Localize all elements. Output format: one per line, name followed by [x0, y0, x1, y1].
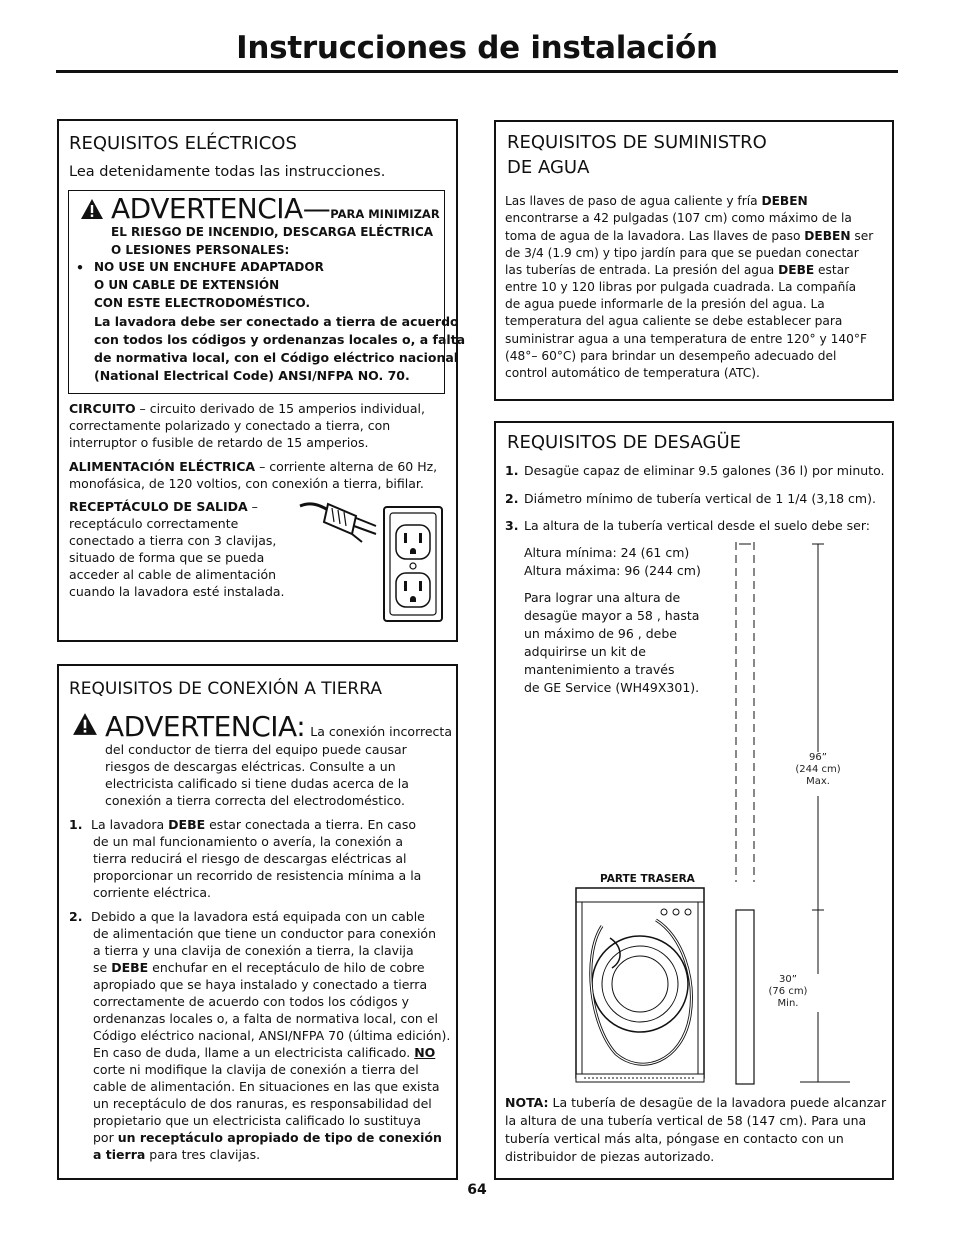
washer-rear-icon — [572, 886, 708, 1084]
item-text: correctamente de acuerdo con todos los códigos y — [93, 994, 410, 1009]
water-text: toma de agua de la lavadora. Las llaves de paso — [505, 229, 805, 243]
water-text: entre 10 y 120 libras por pulgada cuadrada. La compañía — [505, 280, 857, 294]
warning-word: ADVERTENCIA— — [111, 192, 331, 225]
water-text: suministrar agua a una temperatura de entre 120° y 140°F — [505, 332, 867, 346]
bullet-line: CON ESTE ELECTRODOMÉSTICO. — [94, 296, 310, 310]
min-dimension: Min. — [777, 998, 799, 1009]
max-height: Altura máxima: 96 (244 cm) — [524, 563, 701, 578]
note-text: la altura de una tubería vertical de 58 (147 cm). Para una — [505, 1113, 867, 1128]
drain-item: Diámetro mínimo de tubería vertical de 1 1/4 (3,18 cm). — [524, 491, 876, 506]
bullet-line: NO USE UN ENCHUFE ADAPTADOR — [94, 260, 324, 274]
bullet-dot: • — [76, 260, 84, 275]
max-dimension: (244 cm) — [795, 764, 841, 775]
water-text: las tuberías de entrada. La presión del agua — [505, 263, 779, 277]
water-text: de 3/4 (1.9 cm) y tipo jardín para que se puedan conectar — [505, 246, 859, 260]
warning-text: del conductor de tierra del equipo puede causar — [105, 742, 407, 757]
note-label: NOTA: — [505, 1095, 549, 1110]
warning-text: conexión a tierra correcta del electrodoméstico. — [105, 793, 405, 808]
item-text: La lavadora — [91, 817, 169, 832]
item-text: de alimentación que tiene un conductor para conexión — [93, 926, 436, 941]
grounding-text: con todos los códigos y ordenanzas locales o, a falta — [94, 332, 466, 347]
item-text: a tierra y una clavija de conexión a tierra, la clavija — [93, 943, 414, 958]
item-text: En caso de duda, llame a un electricista calificado. — [93, 1045, 415, 1060]
outlet-text: receptáculo correctamente — [69, 516, 239, 531]
water-text: DEBEN — [761, 194, 808, 208]
kit-text: mantenimiento a través — [524, 662, 675, 677]
note-text: tubería vertical más alta, póngase en contacto con un — [505, 1131, 844, 1146]
warning-text: electricista calificado si tiene dudas acerca de la — [105, 776, 409, 791]
kit-text: adquirirse un kit de — [524, 644, 646, 659]
power-text: monofásica, de 120 voltios, con conexión a tierra, bifilar. — [69, 476, 424, 491]
warning-lead: PARA MINIMIZAR — [330, 207, 440, 221]
kit-text: de GE Service (WH49X301). — [524, 680, 700, 695]
electrical-subheading: Lea detenidamente todas las instrucciones. — [69, 164, 386, 180]
item-text: por — [93, 1130, 118, 1145]
drain-heading: REQUISITOS DE DESAGÜE — [507, 432, 742, 453]
outlet-label: RECEPTÁCULO DE SALIDA — [69, 499, 248, 514]
page-number: 64 — [467, 1182, 487, 1198]
warning-line: EL RIESGO DE INCENDIO, DESCARGA ELÉCTRICA — [111, 225, 434, 239]
item-text: DEBE — [111, 960, 149, 975]
item-text: un receptáculo apropiado de tipo de conexión — [117, 1130, 442, 1145]
title-divider — [56, 70, 898, 73]
power-label: ALIMENTACIÓN ELÉCTRICA — [69, 459, 256, 474]
drain-item: Desagüe capaz de eliminar 9.5 galones (36 l) por minuto. — [524, 463, 885, 478]
circuit-text: interruptor o fusible de retardo de 15 amperios. — [69, 435, 369, 450]
rear-label: PARTE TRASERA — [600, 873, 695, 885]
kit-text: un máximo de 96 , debe — [524, 626, 677, 641]
power-text: – corriente alterna de 60 Hz, — [255, 459, 438, 474]
item-text: apropiado que se haya instalado y conectado a tierra — [93, 977, 428, 992]
plug-icon — [298, 496, 388, 546]
water-heading: REQUISITOS DE SUMINISTRO — [507, 132, 767, 153]
water-text: encontrarse a 42 pulgadas (107 cm) como máximo de la — [505, 211, 852, 225]
min-dimension: 30” — [779, 974, 797, 985]
warning-text: riesgos de descargas eléctricas. Consulte a un — [105, 759, 396, 774]
warning-triangle-icon — [72, 712, 98, 736]
item-text: ordenanzas locales o, a falta de normativa local, con el — [93, 1011, 438, 1026]
outlet-text: situado de forma que se pueda — [69, 550, 265, 565]
bullet-line: O UN CABLE DE EXTENSIÓN — [94, 278, 280, 292]
kit-text: desagüe mayor a 58 , hasta — [524, 608, 700, 623]
kit-text: Para lograr una altura de — [524, 590, 681, 605]
grounding-text: (National Electrical Code) ANSI/NFPA NO. 70. — [94, 368, 410, 383]
item-text: para tres clavijas. — [145, 1147, 261, 1162]
outlet-text: acceder al cable de alimentación — [69, 567, 277, 582]
min-height: Altura mínima: 24 (61 cm) — [524, 545, 690, 560]
drain-item: La altura de la tubería vertical desde el suelo debe ser: — [524, 518, 870, 533]
electrical-heading: REQUISITOS ELÉCTRICOS — [69, 133, 297, 154]
item-number: 1. — [69, 817, 83, 832]
water-text: DEBE — [778, 263, 815, 277]
warning-line: O LESIONES PERSONALES: — [111, 243, 290, 257]
item-number: 3. — [505, 518, 519, 533]
warning-text: La conexión incorrecta — [310, 724, 452, 739]
water-text: temperatura del agua caliente se debe establecer para — [505, 314, 843, 328]
item-text: tierra reducirá el riesgo de descargas eléctricas al — [93, 851, 407, 866]
water-text: Las llaves de paso de agua caliente y fría — [505, 194, 762, 208]
water-text: control automático de temperatura (ATC). — [505, 366, 760, 380]
warning-word: ADVERTENCIA: — [105, 710, 306, 743]
water-heading: DE AGUA — [507, 157, 590, 178]
circuit-label: CIRCUITO — [69, 401, 136, 416]
item-number: 2. — [69, 909, 83, 924]
item-text: un receptáculo de dos ranuras, es responsabilidad del — [93, 1096, 432, 1111]
item-text: propietario que un electricista calificado lo sustituya — [93, 1113, 422, 1128]
grounding-text: La lavadora debe ser conectado a tierra de acuerdo — [94, 314, 459, 329]
note-text: distribuidor de piezas autorizado. — [505, 1149, 715, 1164]
max-dimension: Max. — [806, 776, 830, 787]
item-text: estar conectada a tierra. En caso — [205, 817, 416, 832]
item-text: se — [93, 960, 112, 975]
water-text: (48°– 60°C) para brindar un desempeño adecuado del — [505, 349, 837, 363]
grounding-text: de normativa local, con el Código eléctrico nacional — [94, 350, 459, 365]
item-text: Debido a que la lavadora está equipada con un cable — [91, 909, 425, 924]
item-text: enchufar en el receptáculo de hilo de cobre — [148, 960, 425, 975]
water-text: estar — [814, 263, 850, 277]
item-number: 2. — [505, 491, 519, 506]
circuit-text: correctamente polarizado y conectado a tierra, con — [69, 418, 391, 433]
item-text: corte ni modifique la clavija de conexión a tierra del — [93, 1062, 419, 1077]
outlet-icon — [382, 505, 446, 625]
item-text: de un mal funcionamiento o avería, la conexión a — [93, 834, 403, 849]
note-text: La tubería de desagüe de la lavadora puede alcanzar — [548, 1095, 887, 1110]
min-dimension: (76 cm) — [768, 986, 808, 997]
outlet-text: conectado a tierra con 3 clavijas, — [69, 533, 277, 548]
outlet-text: – — [247, 499, 258, 514]
water-text: de agua puede informarle de la presión del agua. La — [505, 297, 825, 311]
grounding-heading: REQUISITOS DE CONEXIÓN A TIERRA — [69, 679, 382, 699]
item-text: a tierra — [93, 1147, 146, 1162]
max-dimension: 96” — [809, 752, 827, 763]
item-text: proporcionar un recorrido de resistencia mínima a la — [93, 868, 422, 883]
item-text: DEBE — [168, 817, 206, 832]
water-text: ser — [850, 229, 874, 243]
item-text: cable de alimentación. En situaciones en las que exista — [93, 1079, 440, 1094]
item-text: Código eléctrico nacional, ANSI/NFPA 70 (última edición). — [93, 1028, 451, 1043]
item-number: 1. — [505, 463, 519, 478]
outlet-text: cuando la lavadora esté instalada. — [69, 584, 285, 599]
warning-triangle-icon — [80, 198, 104, 220]
item-text: corriente eléctrica. — [93, 885, 211, 900]
circuit-text: – circuito derivado de 15 amperios individual, — [135, 401, 425, 416]
page-title: Instrucciones de instalación — [236, 30, 718, 66]
item-text: NO — [414, 1045, 436, 1060]
water-text: DEBEN — [804, 229, 851, 243]
